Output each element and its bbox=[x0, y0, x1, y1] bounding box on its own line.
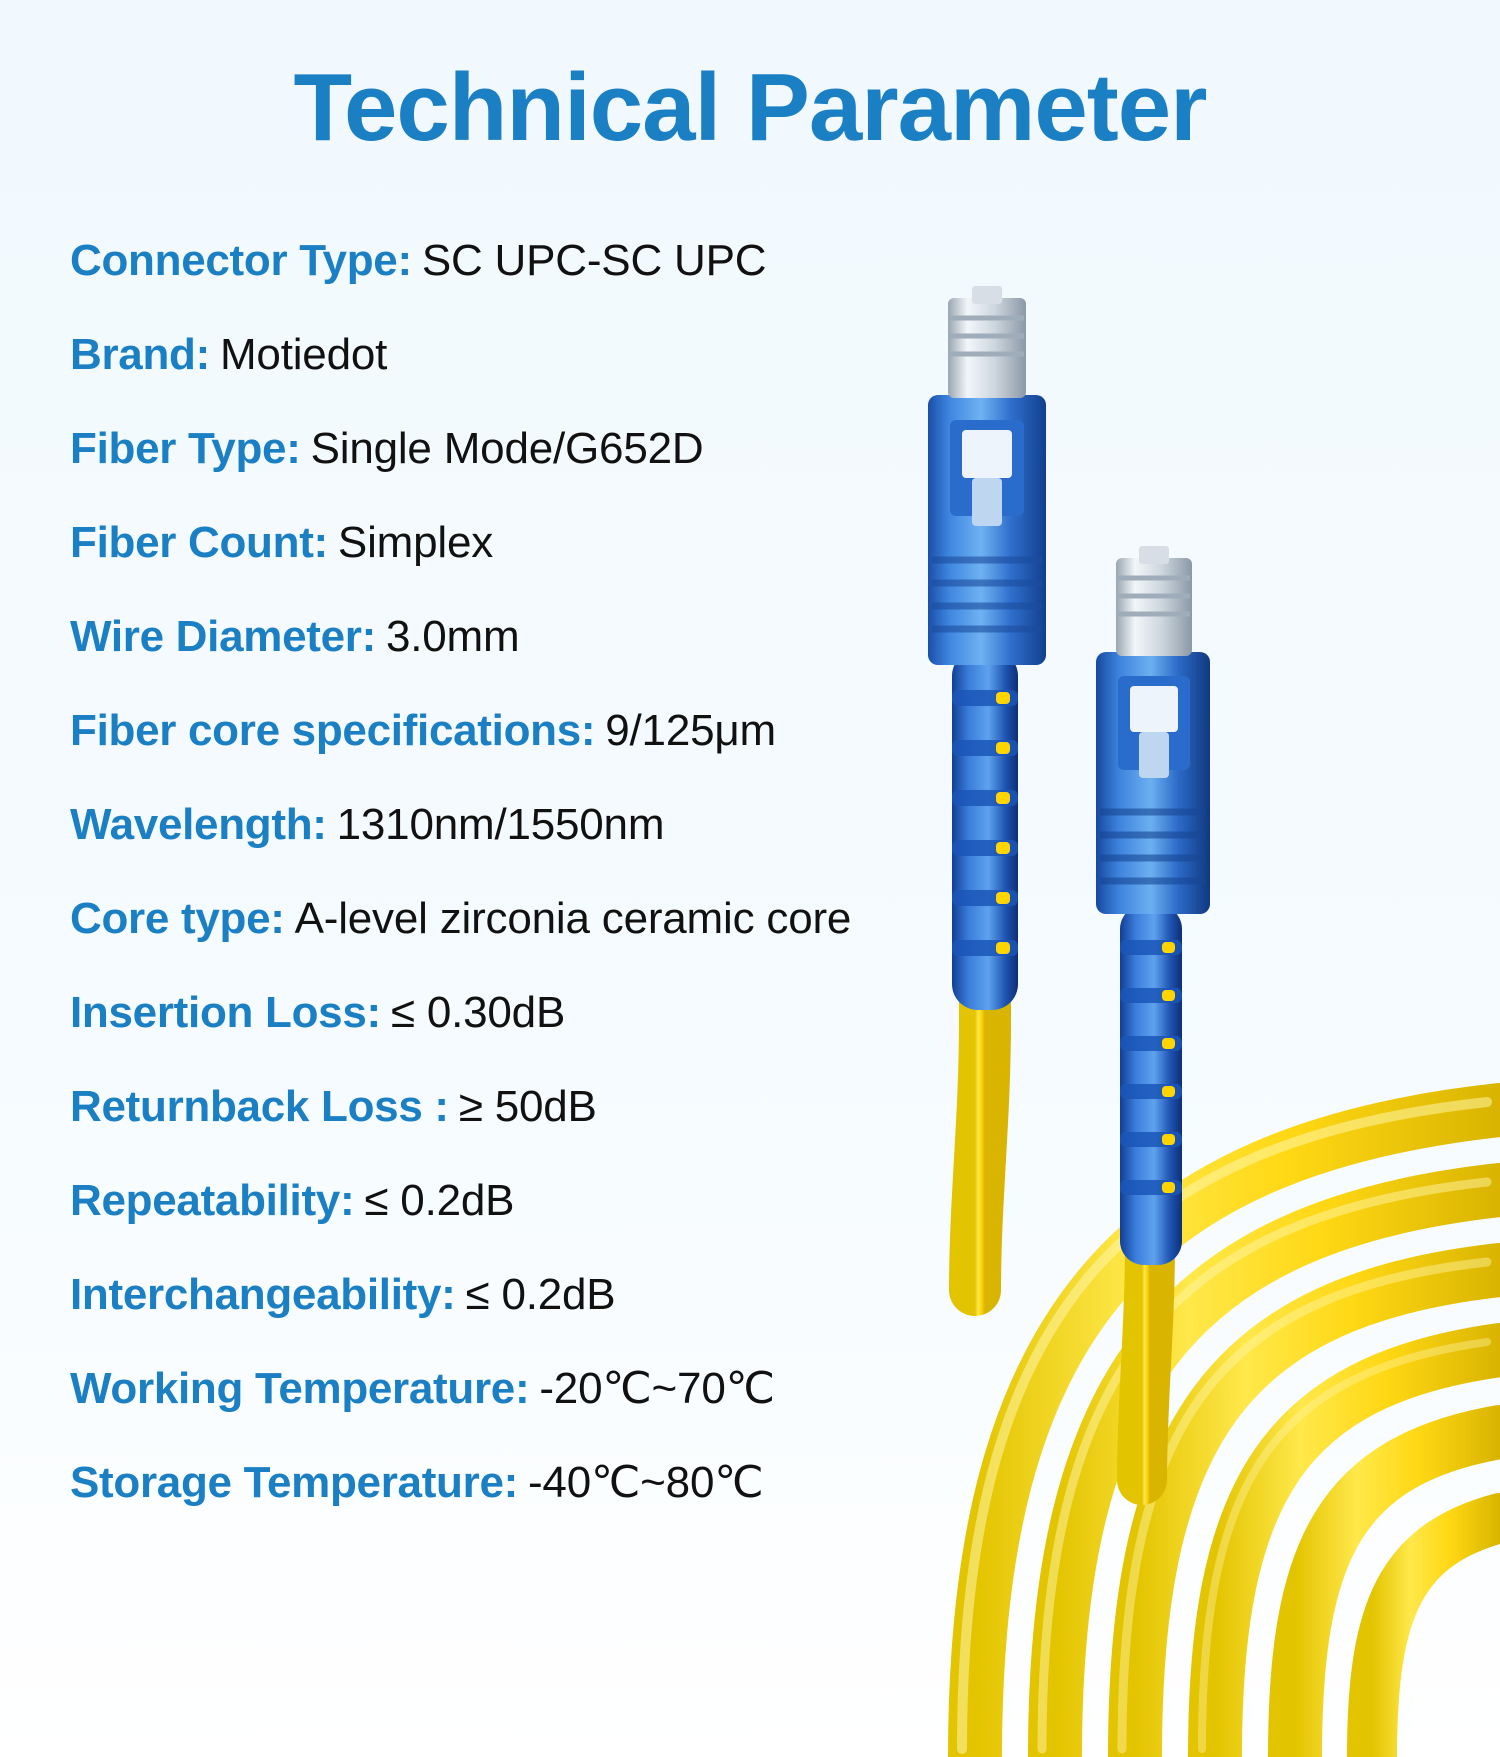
spec-row-brand bbox=[70, 308, 1090, 402]
spec-label: Interchangeability: bbox=[70, 1270, 456, 1319]
spec-value: 3.0mm bbox=[385, 612, 520, 661]
spec-value: SC UPC-SC UPC bbox=[421, 236, 767, 285]
spec-label: Connector Type: bbox=[70, 236, 412, 285]
spec-label: Returnback Loss : bbox=[70, 1082, 449, 1131]
page-title: Technical Parameter bbox=[293, 54, 1207, 161]
spec-value: 1310nm/1550nm bbox=[336, 800, 665, 849]
spec-row-wire-diameter bbox=[70, 590, 1090, 684]
spec-value: -40℃~80℃ bbox=[527, 1458, 764, 1507]
spec-value: Motiedot bbox=[219, 330, 388, 379]
spec-value: ≥ 50dB bbox=[458, 1082, 597, 1131]
spec-row-fiber-type bbox=[70, 402, 1090, 496]
spec-label: Repeatability: bbox=[70, 1176, 355, 1225]
spec-list bbox=[70, 214, 1090, 1530]
spec-row-insertion-loss bbox=[70, 966, 1090, 1060]
spec-row-core-type bbox=[70, 872, 1090, 966]
spec-row-storage-temperature bbox=[70, 1436, 1090, 1530]
spec-label: Fiber Count: bbox=[70, 518, 328, 567]
spec-label: Fiber core specifications: bbox=[70, 706, 596, 755]
spec-label: Core type: bbox=[70, 894, 285, 943]
spec-row-interchangeability bbox=[70, 1248, 1090, 1342]
spec-value: -20℃~70℃ bbox=[539, 1364, 775, 1413]
spec-row-fiber-core-specifications bbox=[70, 684, 1090, 778]
spec-row-working-temperature bbox=[70, 1342, 1090, 1436]
spec-value: ≤ 0.2dB bbox=[364, 1176, 515, 1225]
spec-value: ≤ 0.30dB bbox=[390, 988, 566, 1037]
spec-label: Wavelength: bbox=[70, 800, 327, 849]
spec-row-connector-type bbox=[70, 214, 1090, 308]
spec-label: Insertion Loss: bbox=[70, 988, 381, 1037]
spec-value: 9/125μm bbox=[605, 706, 776, 755]
spec-row-wavelength bbox=[70, 778, 1090, 872]
spec-label: Fiber Type: bbox=[70, 424, 301, 473]
spec-label: Wire Diameter: bbox=[70, 612, 376, 661]
spec-value: Single Mode/G652D bbox=[310, 424, 704, 473]
spec-label: Storage Temperature: bbox=[70, 1458, 518, 1507]
spec-value: ≤ 0.2dB bbox=[465, 1270, 616, 1319]
spec-row-fiber-count bbox=[70, 496, 1090, 590]
spec-label: Brand: bbox=[70, 330, 210, 379]
spec-value: Simplex bbox=[337, 518, 494, 567]
spec-value: A-level zirconia ceramic core bbox=[294, 894, 852, 943]
spec-row-returnback-loss bbox=[70, 1060, 1090, 1154]
spec-label: Working Temperature: bbox=[70, 1364, 530, 1413]
spec-row-repeatability bbox=[70, 1154, 1090, 1248]
